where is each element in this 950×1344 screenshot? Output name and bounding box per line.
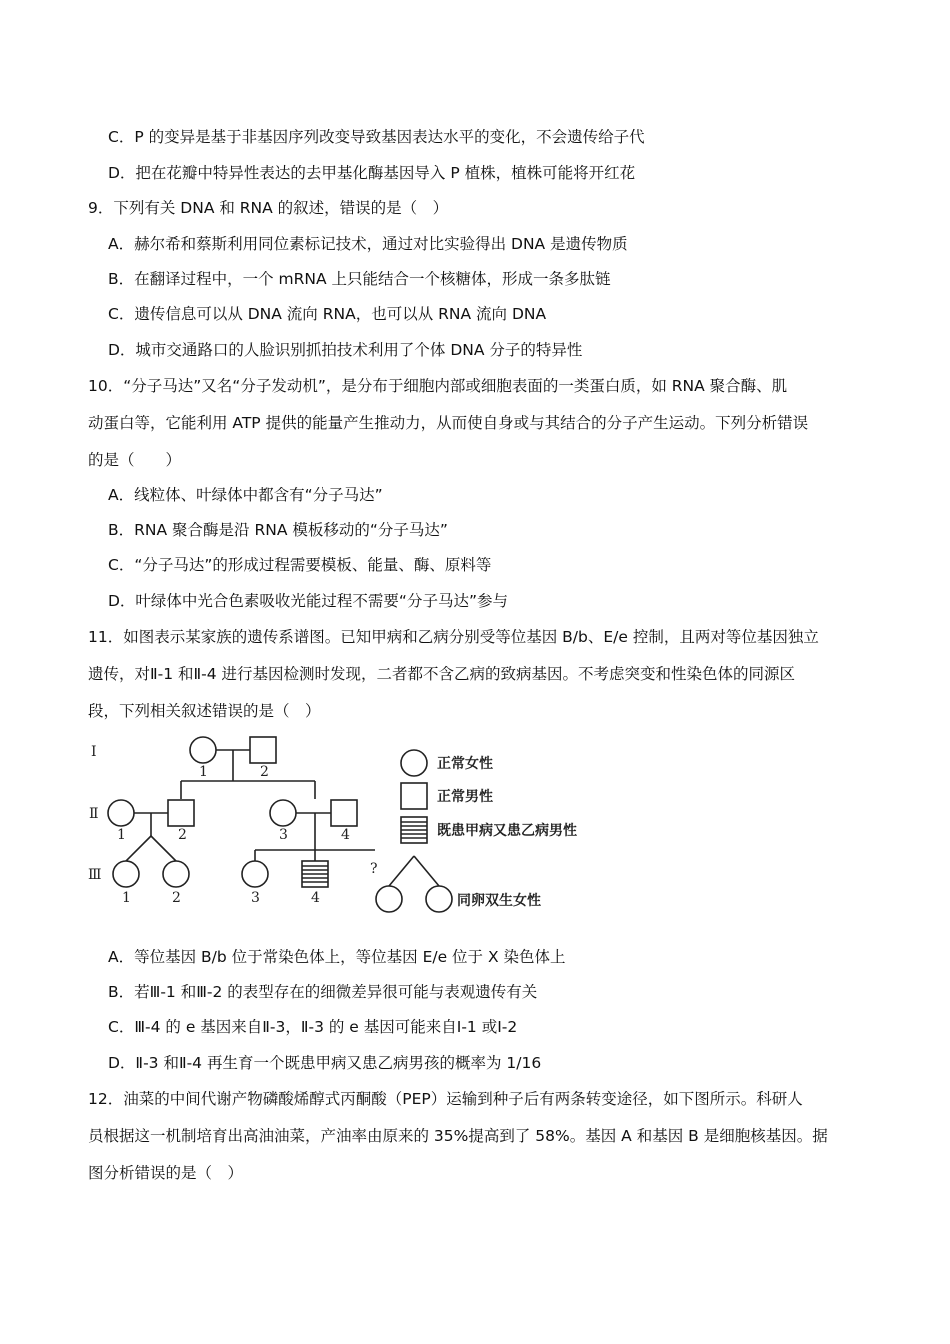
q9-option-b: B．在翻译过程中，一个 mRNA 上只能结合一个核糖体，形成一条多肽链 bbox=[108, 270, 611, 288]
q11-stem-line2: 遗传，对Ⅱ-1 和Ⅱ-4 进行基因检测时发现，二者都不含乙病的致病基因。不考虑突变和性染色体的同源区 bbox=[88, 665, 796, 683]
label-ii3: 3 bbox=[279, 827, 288, 843]
q9-option-d: D．城市交通路口的人脸识别抓拍技术利用了个体 DNA 分子的特异性 bbox=[108, 341, 583, 359]
q11-stem-line1: 11．如图表示某家族的遗传系谱图。已知甲病和乙病分别受等位基因 B/b、E/e 控制，且两对等位基因独立 bbox=[88, 628, 819, 646]
q9-option-c: C．遗传信息可以从 DNA 流向 RNA，也可以从 RNA 流向 DNA bbox=[108, 305, 547, 323]
pedigree-iii1-female bbox=[113, 861, 139, 887]
q11-option-d: D．Ⅱ-3 和Ⅱ-4 再生育一个既患甲病又患乙病男孩的概率为 1/16 bbox=[108, 1054, 542, 1072]
legend-female-label: 正常女性 bbox=[437, 756, 493, 772]
legend-affected-label: 既患甲病又患乙病男性 bbox=[437, 823, 577, 839]
legend-male-label: 正常男性 bbox=[437, 789, 493, 805]
generation-label-ii: Ⅱ bbox=[89, 806, 99, 822]
label-iii3: 3 bbox=[251, 890, 260, 906]
pedigree-iii2-female bbox=[163, 861, 189, 887]
legend-twin-symbol-2 bbox=[426, 886, 452, 912]
label-ii1: 1 bbox=[117, 827, 126, 843]
q10-option-d: D．叶绿体中光合色素吸收光能过程不需要“分子马达”参与 bbox=[108, 592, 508, 610]
q10-stem-line3: 的是（ ） bbox=[88, 451, 182, 469]
q9-option-a: A．赫尔希和蔡斯利用同位素标记技术，通过对比实验得出 DNA 是遗传物质 bbox=[108, 235, 628, 253]
label-iii1: 1 bbox=[122, 890, 131, 906]
pedigree-ii4-male bbox=[331, 800, 357, 826]
legend-twins-label: 同卵双生女性 bbox=[457, 893, 541, 909]
q10-option-b: B．RNA 聚合酶是沿 RNA 模板移动的“分子马达” bbox=[108, 521, 448, 539]
label-ii4: 4 bbox=[341, 827, 350, 843]
pedigree-ii3-female bbox=[270, 800, 296, 826]
pedigree-iii3-female bbox=[242, 861, 268, 887]
q11-option-c: C．Ⅲ-4 的 e 基因来自Ⅱ-3，Ⅱ-3 的 e 基因可能来自Ⅰ-1 或Ⅰ-2 bbox=[108, 1018, 518, 1036]
legend-female-symbol bbox=[401, 750, 427, 776]
q12-stem-line2: 员根据这一机制培育出高油油菜，产油率由原来的 35%提高到了 58%。基因 A 和基因 B 是细胞核基因。据 bbox=[88, 1127, 828, 1145]
pedigree-i1-female bbox=[190, 737, 216, 763]
q12-stem-line3: 图分析错误的是（ ） bbox=[88, 1164, 244, 1182]
label-unknown: ? bbox=[370, 861, 378, 877]
q11-option-b: B．若Ⅲ-1 和Ⅲ-2 的表型存在的细微差异很可能与表观遗传有关 bbox=[108, 983, 538, 1001]
q9-stem: 9．下列有关 DNA 和 RNA 的叙述，错误的是（ ） bbox=[88, 199, 449, 217]
pedigree-ii2-male bbox=[168, 800, 194, 826]
q10-option-a: A．线粒体、叶绿体中都含有“分子马达” bbox=[108, 486, 383, 504]
q11-stem-line3: 段，下列相关叙述错误的是（ ） bbox=[88, 702, 321, 720]
pedigree-chart bbox=[80, 728, 620, 924]
label-iii2: 2 bbox=[172, 890, 181, 906]
q11-option-a: A．等位基因 B/b 位于常染色体上，等位基因 E/e 位于 X 染色体上 bbox=[108, 948, 566, 966]
legend-twin-symbol-1 bbox=[376, 886, 402, 912]
label-i1: 1 bbox=[199, 764, 208, 780]
q10-option-c: C．“分子马达”的形成过程需要模板、能量、酶、原料等 bbox=[108, 556, 492, 574]
label-iii4: 4 bbox=[311, 890, 320, 906]
generation-label-i: Ⅰ bbox=[91, 744, 97, 760]
q12-stem-line1: 12．油菜的中间代谢产物磷酸烯醇式丙酮酸（PEP）运输到种子后有两条转变途径，如下图所示。科研人 bbox=[88, 1090, 803, 1108]
pedigree-i2-male bbox=[250, 737, 276, 763]
q10-stem-line1: 10．“分子马达”又名“分子发动机”，是分布于细胞内部或细胞表面的一类蛋白质，如 RNA 聚合酶、肌 bbox=[88, 377, 788, 395]
label-ii2: 2 bbox=[178, 827, 187, 843]
legend-male-symbol bbox=[401, 783, 427, 809]
q10-stem-line2: 动蛋白等，它能利用 ATP 提供的能量产生推动力，从而使自身或与其结合的分子产生运动。下列分析错误 bbox=[88, 414, 809, 432]
q8-option-d: D．把在花瓣中特异性表达的去甲基化酶基因导入 P 植株，植株可能将开红花 bbox=[108, 164, 636, 182]
q8-option-c: C．P 的变异是基于非基因序列改变导致基因表达水平的变化，不会遗传给子代 bbox=[108, 128, 645, 146]
pedigree-ii1-female bbox=[108, 800, 134, 826]
generation-label-iii: Ⅲ bbox=[88, 867, 102, 883]
label-i2: 2 bbox=[260, 764, 269, 780]
